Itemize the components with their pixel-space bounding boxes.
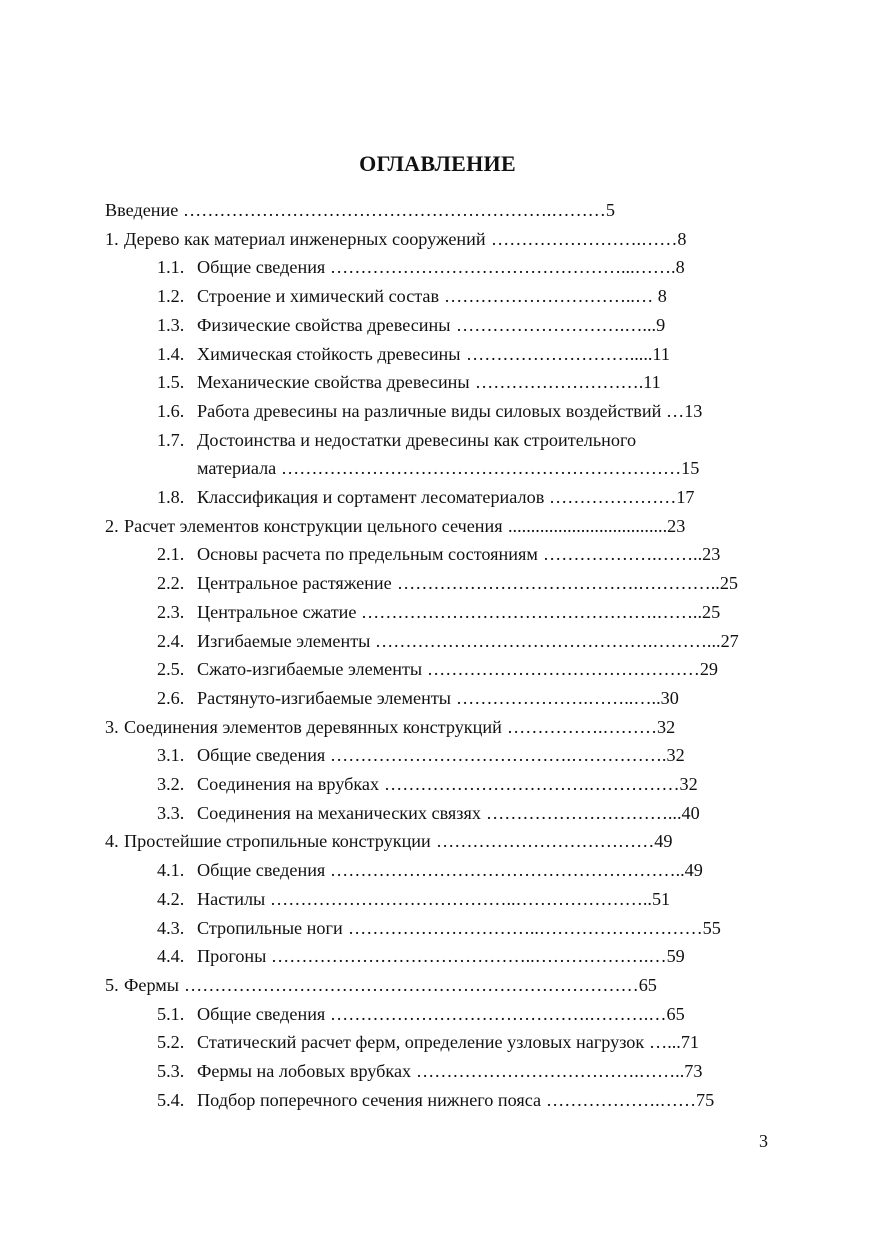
toc-entry-leader: …………………………………..…………………..51 <box>270 888 671 909</box>
toc-entry-title: Введение <box>105 200 179 220</box>
toc-entry-leader: ………………………………….…………….32 <box>330 745 685 766</box>
toc-entry-number: 5. <box>105 974 119 995</box>
toc-entry-leader: ………………………………….…………..25 <box>397 573 739 594</box>
toc-entry-title: Фермы на лобовых врубках <box>197 1061 412 1081</box>
toc-entry-leader: …………………………………….……….…65 <box>330 1003 685 1024</box>
toc-entry-leader: ……………….……..23 <box>543 544 721 565</box>
toc-entry-leader: …………………17 <box>549 487 695 507</box>
toc-entry-title: Соединения элементов деревянных конструкций <box>124 716 502 737</box>
toc-entry-leader: …13 <box>666 400 703 421</box>
toc-entry-leader: …………………………………………………………………65 <box>184 974 657 995</box>
page-title: ОГЛАВЛЕНИЕ <box>359 151 516 176</box>
toc-entry-title: Общие сведения <box>197 1003 326 1024</box>
toc-entry-title: Сжато-изгибаемые элементы <box>197 659 423 680</box>
toc-entry-leader: ………………….……..…..30 <box>456 687 679 708</box>
toc-entry-leader: …………………….……8 <box>491 228 687 249</box>
toc-entry-leader: ………………………………………….……..25 <box>361 601 721 622</box>
toc-entry-title: Расчет элементов конструкции цельного сечения <box>124 515 503 536</box>
toc-entry-title: Общие сведения <box>197 257 326 278</box>
toc-entry-title: Изгибаемые элементы <box>197 630 371 651</box>
toc-entry-number: 1.1. <box>157 257 185 278</box>
toc-entry-title: Работа древесины на различные виды силовых воздействий <box>197 400 662 421</box>
toc-entry-number: 4. <box>105 831 119 852</box>
toc-entry-number: 3.1. <box>157 745 185 766</box>
toc-entry-title: Дерево как материал инженерных сооружений <box>124 228 486 249</box>
toc-entry-title: Фермы <box>124 974 179 995</box>
toc-entry-leader: ………………………………………29 <box>427 659 718 680</box>
toc-entry-title: Подбор поперечного сечения нижнего пояса <box>197 1089 542 1110</box>
toc-entry-leader: ……………………………….……..73 <box>416 1061 703 1081</box>
toc-entry-number: 3.2. <box>157 774 185 794</box>
toc-entry-number: 1.8. <box>157 487 185 507</box>
toc-entry-number: 4.1. <box>157 860 185 881</box>
toc-entry-title: материала <box>197 458 277 479</box>
toc-entry-leader: ……………………….....11 <box>466 343 670 364</box>
toc-entry-title: Центральное растяжение <box>197 573 392 594</box>
toc-entry-number: 2. <box>105 515 119 536</box>
toc-entry-number: 2.4. <box>157 630 185 651</box>
toc-entry-title: Соединения на врубках <box>197 774 380 794</box>
toc-entry-title: Механические свойства древесины <box>197 372 470 393</box>
toc-entry-title: Растянуто-изгибаемые элементы <box>197 687 451 708</box>
toc-entry-number: 4.4. <box>157 946 185 967</box>
toc-entry-number: 3.3. <box>157 802 185 823</box>
toc-entry-title: Прогоны <box>197 946 267 967</box>
toc-entry-number: 5.3. <box>157 1061 185 1081</box>
toc-entry-leader: …………………………………………...…….8 <box>330 257 685 278</box>
toc-entry-number: 5.2. <box>157 1032 185 1053</box>
toc-entry-number: 2.5. <box>157 659 185 680</box>
toc-entry-title: Соединения на механических связях <box>197 802 481 823</box>
toc-entry-leader: …………………………………………………………15 <box>281 458 700 479</box>
toc-entry-leader: …...71 <box>649 1032 700 1053</box>
toc-entry-title: Основы расчета по предельным состояниям <box>197 544 538 565</box>
toc-entry-number: 2.3. <box>157 601 185 622</box>
toc-entry-number: 1.5. <box>157 372 185 393</box>
toc-entry-title: Химическая стойкость древесины <box>197 343 461 364</box>
toc-entry-title: Общие сведения <box>197 860 326 881</box>
toc-entry-title: Классификация и сортамент лесоматериалов <box>197 487 545 507</box>
toc-entry-title: Центральное сжатие <box>197 601 357 622</box>
toc-entry-leader: …………………………………………………..49 <box>330 860 703 881</box>
toc-entry-title: Простейшие стропильные конструкции <box>124 831 431 852</box>
toc-entry-number: 3. <box>105 716 119 737</box>
toc-entry-number: 1.2. <box>157 286 185 307</box>
page-number: 3 <box>759 1131 768 1151</box>
toc-entry-number: 1.7. <box>157 429 185 450</box>
toc-entry-leader: ……………………….11 <box>475 372 661 393</box>
toc-entry-number: 2.6. <box>157 687 185 708</box>
toc-entry-number: 1.4. <box>157 343 185 364</box>
toc-entry-title: Настилы <box>197 888 266 909</box>
toc-entry-leader: ……………………………………..……………….…59 <box>271 946 685 967</box>
toc-entry-leader: …………………………………………………….………5 <box>183 200 615 220</box>
toc-entry-leader: ...................................23 <box>508 515 686 536</box>
toc-entry-number: 2.1. <box>157 544 185 565</box>
toc-entry-title: Физические свойства древесины <box>197 314 451 335</box>
toc-entry-leader: ……………….……75 <box>546 1089 715 1110</box>
toc-entry-title: Стропильные ноги <box>197 917 343 938</box>
toc-entry-number: 1. <box>105 228 119 249</box>
toc-entry-number: 1.3. <box>157 314 185 335</box>
toc-entry-leader: ……………………………………….………...27 <box>375 630 739 651</box>
toc-entry-title: Статический расчет ферм, определение узловых нагрузок <box>197 1032 645 1053</box>
toc-entry-number: 4.3. <box>157 917 185 938</box>
toc-entry-number: 5.1. <box>157 1003 185 1024</box>
toc-entry-leader: …………………………...40 <box>486 802 700 823</box>
toc-entry-number: 2.2. <box>157 573 185 594</box>
toc-entry-number: 5.4. <box>157 1089 185 1110</box>
toc-entry-leader: ………………………………49 <box>436 831 673 852</box>
toc-entry-leader: …………………………..… 8 <box>444 286 667 307</box>
toc-entry-title: Достоинства и недостатки древесины как строительного <box>197 429 637 450</box>
toc-entry-leader: …………….………32 <box>507 716 676 737</box>
toc-entry-title: Строение и химический состав <box>197 286 440 307</box>
toc-entry-number: 1.6. <box>157 400 185 421</box>
toc-entry-number: 4.2. <box>157 888 185 909</box>
toc-entry-leader: …………………………..………………………55 <box>348 917 721 938</box>
toc-entry-leader: …………………………….……………32 <box>384 774 698 794</box>
toc-entry-title: Общие сведения <box>197 745 326 766</box>
toc-entry-leader: ……………………….…...9 <box>456 314 666 335</box>
